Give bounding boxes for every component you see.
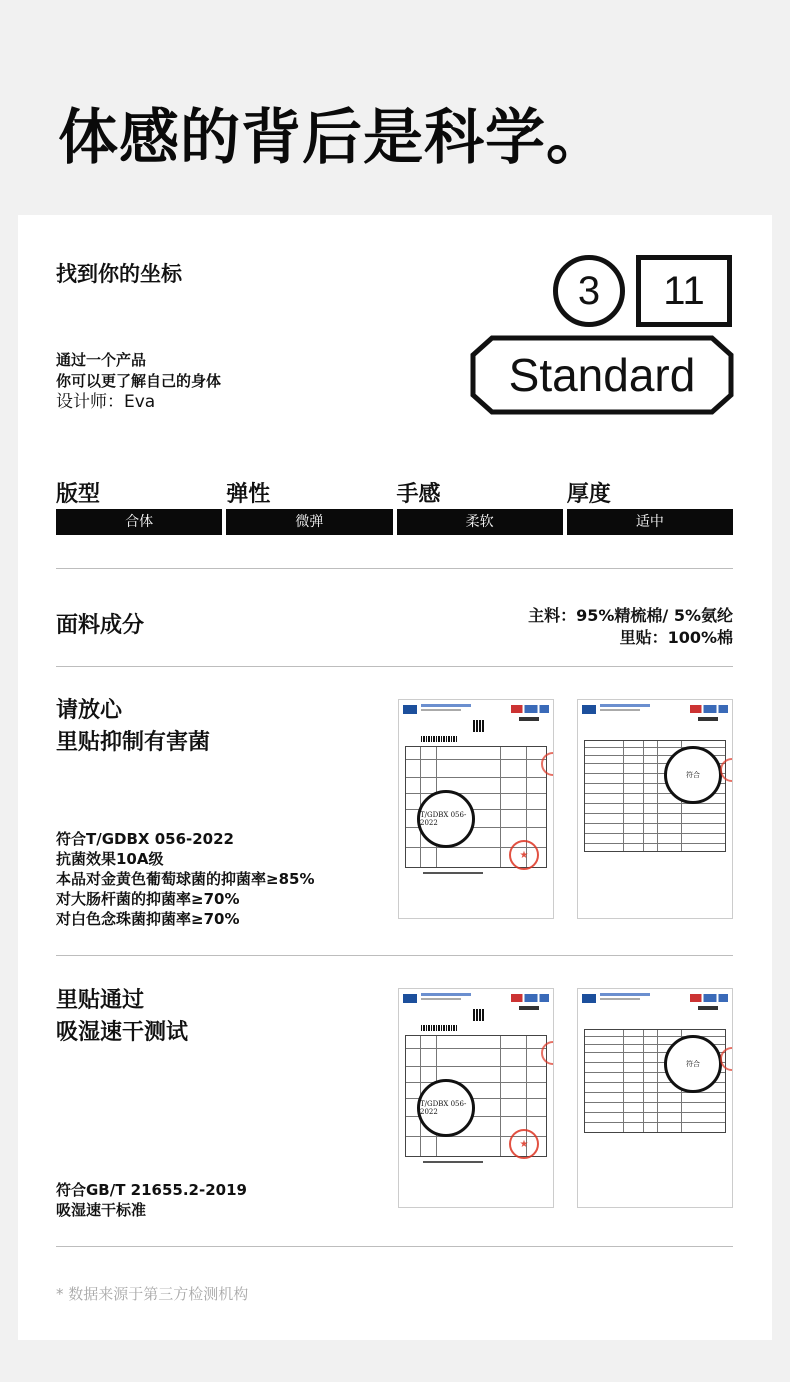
divider <box>56 1246 733 1247</box>
title-line: 里贴抑制有害菌 <box>56 730 211 755</box>
intro-line: 你可以更了解自己的身体 <box>56 372 222 390</box>
signature <box>423 872 483 874</box>
attribute-grid <box>56 477 733 535</box>
lab-logo <box>582 705 596 714</box>
antibacterial-notes <box>56 829 314 929</box>
magnified-standard: T/GDBX 056-2022 <box>417 1079 475 1137</box>
title-line: 吸湿速干测试 <box>56 1020 189 1045</box>
fabric-title: 面料成分 <box>56 613 145 638</box>
attribute-value: 合体 <box>56 509 222 535</box>
stamp-icon: ★ <box>509 840 539 870</box>
magnified-result: 符合 <box>664 746 722 804</box>
title-line: 里贴通过 <box>56 988 145 1013</box>
test-report-image <box>577 988 733 1208</box>
spec-card <box>18 215 772 1340</box>
cert-logos <box>690 705 728 713</box>
antibacterial-title <box>56 695 210 759</box>
fabric-composition <box>528 605 733 649</box>
test-report-image <box>398 988 554 1208</box>
cert-logos <box>511 705 549 713</box>
lab-logo <box>403 994 417 1003</box>
attribute-value: 柔软 <box>397 509 563 535</box>
stamp-icon: ★ <box>509 1129 539 1159</box>
coordinate-intro <box>56 350 221 413</box>
fabric-main: 主料：95%精梳棉/ 5%氨纶 <box>528 606 733 625</box>
title-line: 请放心 <box>56 698 123 723</box>
divider <box>56 568 733 569</box>
size-number-badge: 3 <box>553 255 625 327</box>
footnote: * 数据来源于第三方检测机构 <box>56 1285 249 1303</box>
note-line: 符合GB/T 21655.2-2019 <box>56 1181 247 1199</box>
qr-code <box>473 720 485 732</box>
attribute-label: 弹性 <box>226 482 271 507</box>
intro-line: 设计师：Eva <box>56 392 156 412</box>
note-line: 符合T/GDBX 056-2022 <box>56 830 234 848</box>
standard-badge <box>470 335 734 415</box>
attribute-value: 适中 <box>567 509 733 535</box>
lab-logo <box>582 994 596 1003</box>
lab-logo <box>403 705 417 714</box>
attribute-elasticity <box>226 477 392 535</box>
note-line: 对大肠杆菌的抑菌率≥70% <box>56 890 240 908</box>
cert-logos <box>511 994 549 1002</box>
cert-logos <box>690 994 728 1002</box>
fabric-lining: 里贴：100%棉 <box>619 628 733 647</box>
magnified-result: 符合 <box>664 1035 722 1093</box>
barcode <box>421 736 457 742</box>
attribute-label: 版型 <box>56 482 101 507</box>
attribute-label: 手感 <box>396 482 441 507</box>
note-line: 抗菌效果10A级 <box>56 850 164 868</box>
divider <box>56 666 733 667</box>
divider <box>56 955 733 956</box>
standard-label: Standard <box>508 349 696 401</box>
intro-line: 通过一个产品 <box>56 351 147 369</box>
magnified-standard: T/GDBX 056-2022 <box>417 790 475 848</box>
attribute-value: 微弹 <box>226 509 392 535</box>
size-box-badge: 11 <box>636 255 732 327</box>
signature <box>423 1161 483 1163</box>
attribute-feel <box>397 477 563 535</box>
test-report-image <box>577 699 733 919</box>
headline: 体感的背后是科学。 <box>58 103 607 173</box>
note-line: 对白色念珠菌抑菌率≥70% <box>56 910 240 928</box>
coordinate-title: 找到你的坐标 <box>56 262 182 286</box>
attribute-label: 厚度 <box>566 482 611 507</box>
qr-code <box>473 1009 485 1021</box>
note-line: 本品对金黄色葡萄球菌的抑菌率≥85% <box>56 870 315 888</box>
test-report-image <box>398 699 554 919</box>
moisture-title <box>56 985 188 1049</box>
attribute-thickness <box>567 477 733 535</box>
barcode <box>421 1025 457 1031</box>
attribute-fit <box>56 477 222 535</box>
moisture-notes <box>56 1180 247 1220</box>
note-line: 吸湿速干标准 <box>56 1201 147 1219</box>
